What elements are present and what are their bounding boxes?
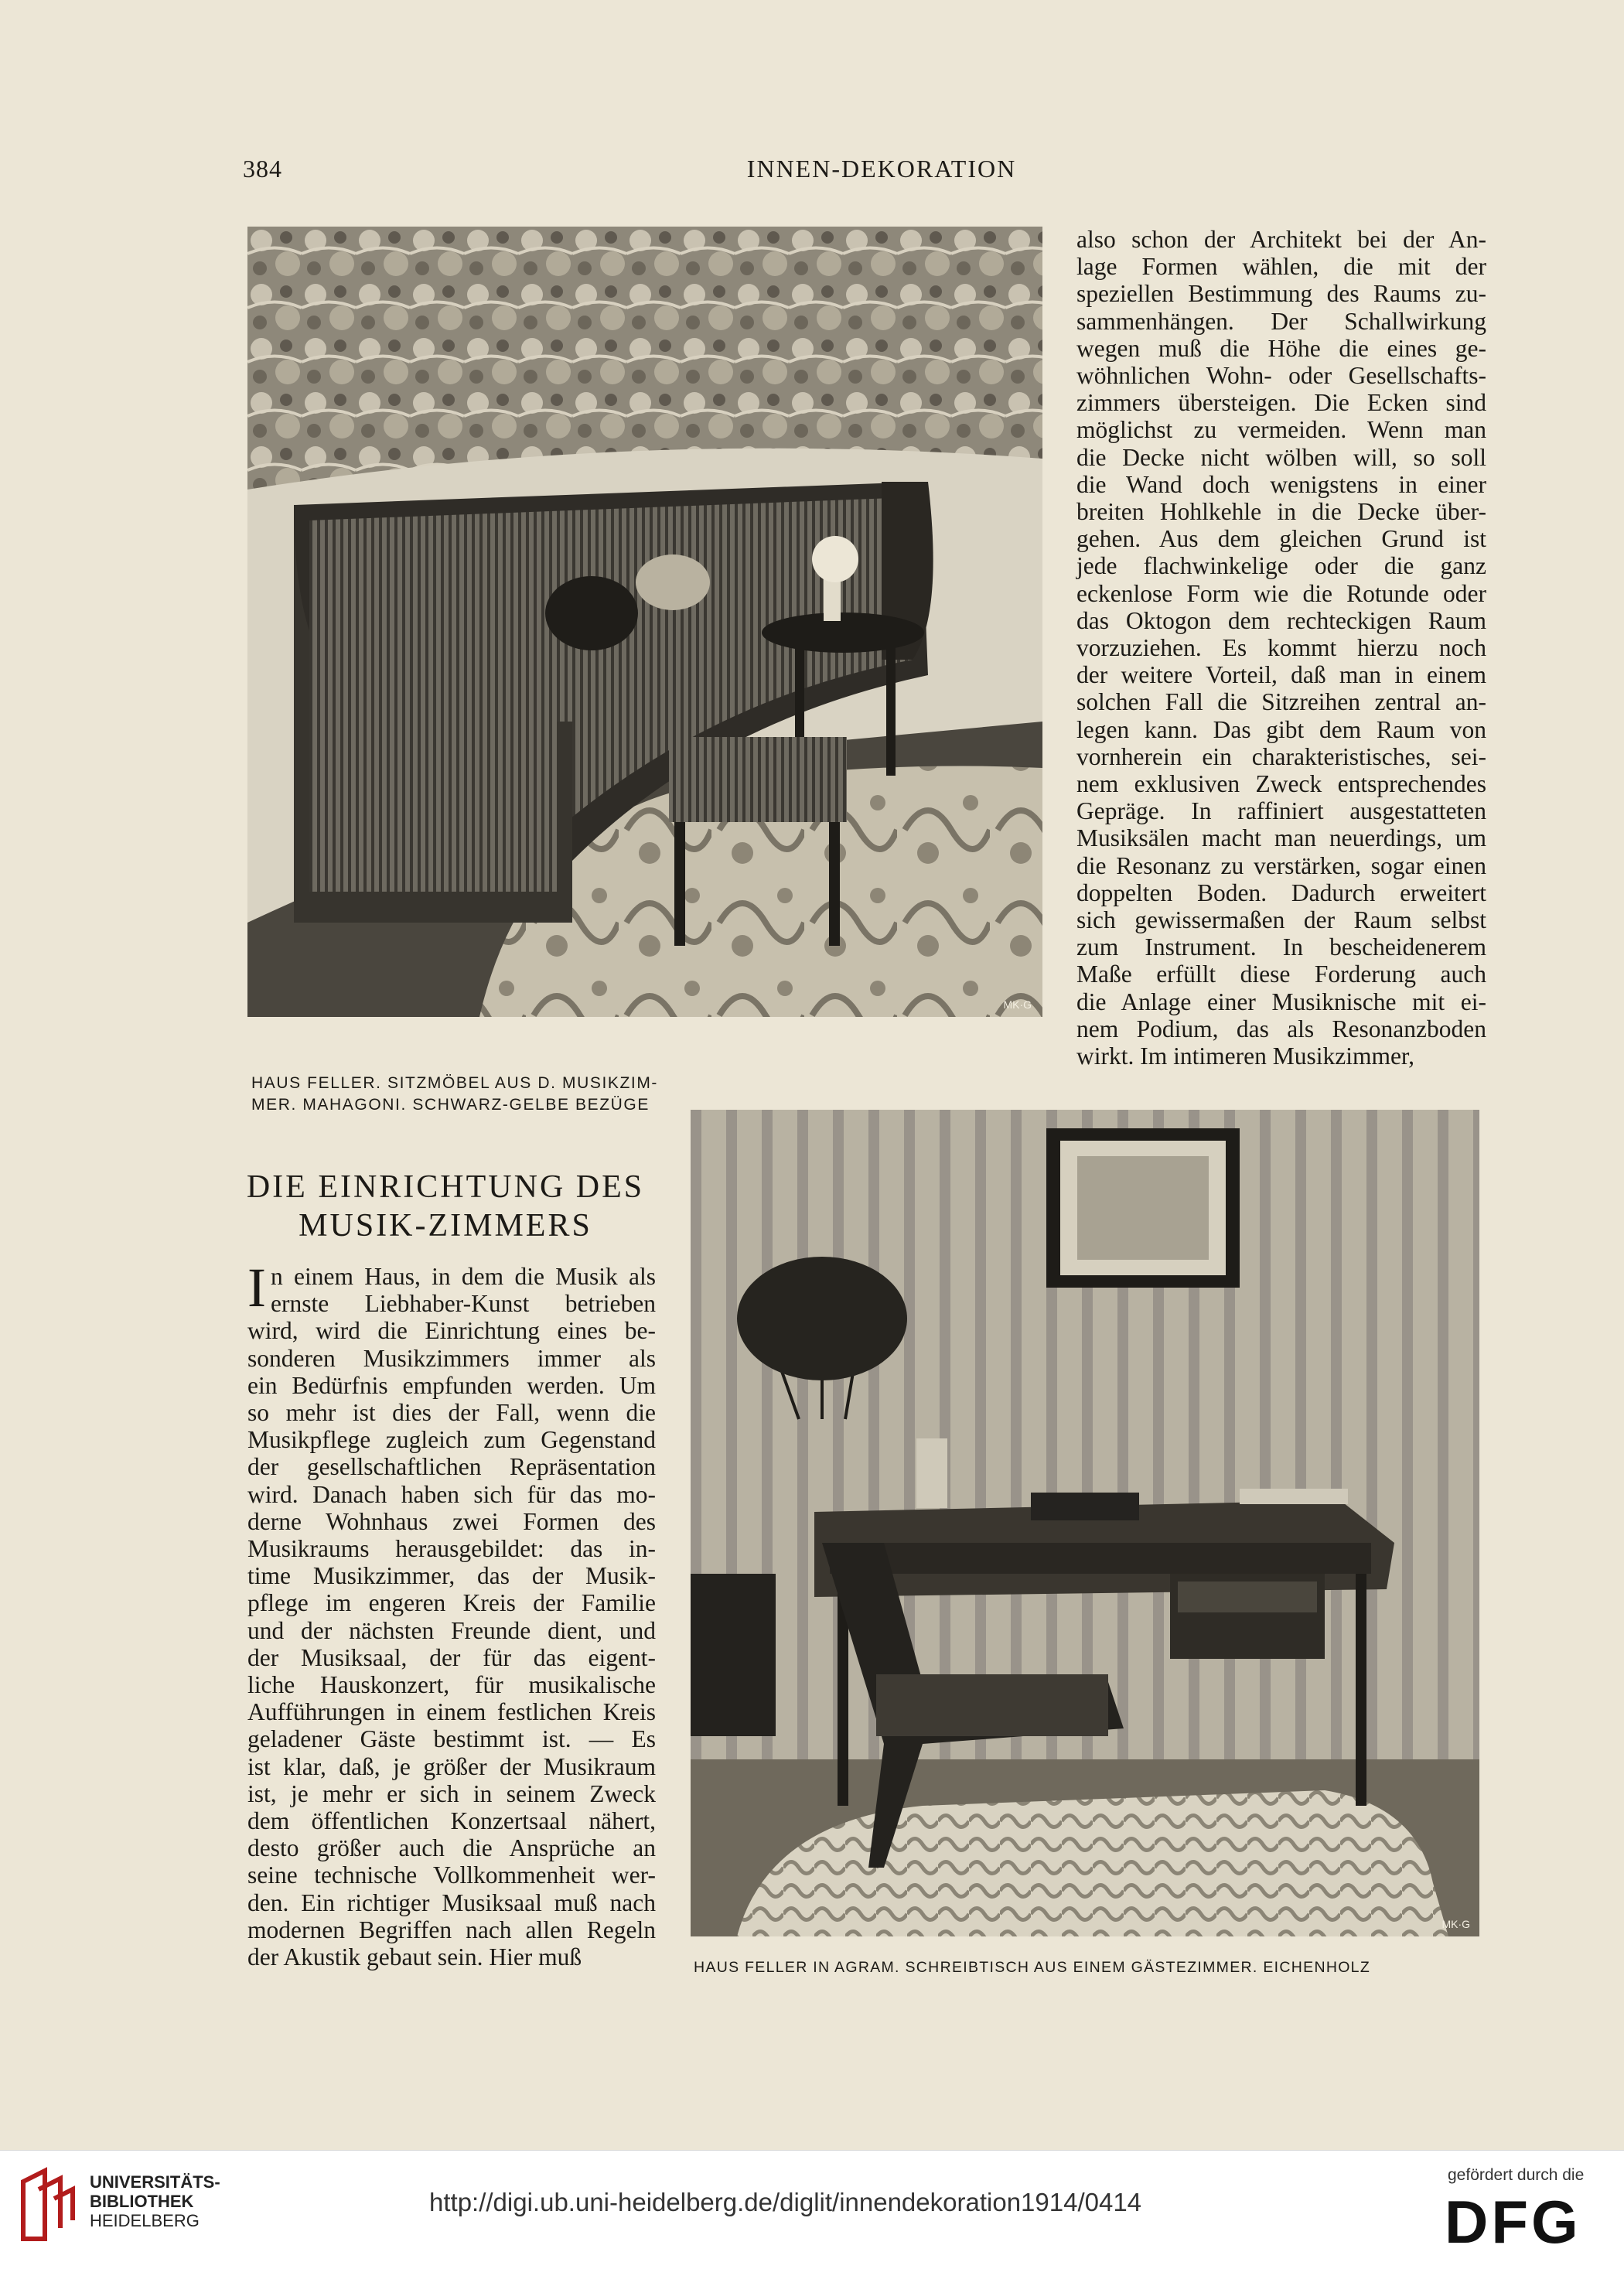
right-line: die Anlage einer Musiknische mit ei- (1076, 988, 1486, 1015)
university-library-logo-icon (17, 2166, 79, 2243)
photo-monogram: MK·G (1003, 998, 1032, 1011)
right-line: vornherein ein charakteristisches, sei- (1076, 742, 1486, 770)
permalink-url[interactable]: http://digi.ub.uni-heidelberg.de/diglit/innendekoration1914/0414 (429, 2188, 1142, 2216)
right-line: möglichst zu vermeiden. Wenn man (1076, 416, 1486, 444)
right-line: jede flachwinkelige oder die ganz (1076, 552, 1486, 580)
right-line: das Oktogon dem rechteckigen Raum (1076, 606, 1486, 634)
left-line: ist klar, daß, je größer der Musikraum (247, 1752, 656, 1780)
left-line: derne Wohnhaus zwei Formen des (247, 1507, 656, 1535)
left-line: modernen Begriffen nach allen Regeln (247, 1916, 656, 1943)
right-line: also schon der Architekt bei der An- (1076, 226, 1486, 253)
left-line: Aufführungen in einem festlichen Kreis (247, 1698, 656, 1726)
heading-line-2: MUSIK-ZIMMERS (299, 1208, 592, 1244)
right-line: gehen. Aus dem gleichen Grund ist (1076, 525, 1486, 553)
library-name-line-3: HEIDELBERG (90, 2211, 200, 2230)
sofa-illustration (247, 227, 1042, 1017)
left-line: Musikraums herausgebildet: das in- (247, 1535, 656, 1563)
right-line: Gepräge. In raffiniert ausgestatteten (1076, 797, 1486, 825)
left-line: der Akustik gebaut sein. Hier muß (247, 1943, 582, 1971)
left-line: time Musikzimmer, das der Musik- (247, 1562, 656, 1590)
left-column-text (247, 1257, 656, 1971)
library-name-line-1: UNIVERSITÄTS- (90, 2172, 220, 2192)
right-line: Musiksälen macht man neuerdings, um (1076, 824, 1486, 852)
right-line: die Decke nicht wölben will, so soll (1076, 443, 1486, 471)
page-number: 384 (243, 155, 282, 183)
right-line: die Wand doch wenigstens in einer (1076, 470, 1486, 498)
library-name-line-2: BIBLIOTHEK (90, 2192, 194, 2211)
article-heading (229, 1168, 662, 1245)
left-line: geladener Gäste bestimmt ist. — Es (247, 1725, 656, 1753)
right-line: sich gewissermaßen der Raum selbst (1076, 906, 1486, 934)
left-line: sonderen Musikzimmers immer als (247, 1344, 656, 1372)
right-line: eckenlose Form wie die Rotunde oder (1076, 579, 1486, 607)
left-line: ist, je mehr er sich in seinem Zweck (247, 1779, 656, 1807)
left-line: den. Ein richtiger Musiksaal muß nach (247, 1889, 656, 1916)
right-line: nem Podium, das als Resonanzboden (1076, 1015, 1486, 1042)
left-line: pflege im engeren Kreis der Familie (247, 1589, 656, 1617)
right-line: lage Formen wählen, die mit der (1076, 253, 1486, 281)
right-line: nem exklusiven Zweck entsprechendes (1076, 770, 1486, 798)
left-line: Musikpflege zugleich zum Gegenstand (247, 1426, 656, 1454)
right-line: solchen Fall die Sitzreihen zentral an- (1076, 688, 1486, 716)
sofa-caption-line-1: HAUS FELLER. SITZMÖBEL AUS D. MUSIKZIM- (251, 1074, 659, 1092)
right-line: breiten Hohlkehle in die Decke über- (1076, 498, 1486, 526)
right-line: wirkt. Im intimeren Musikzimmer, (1076, 1042, 1415, 1070)
sofa-caption (251, 1073, 684, 1116)
digitization-footer (0, 2150, 1624, 2269)
heading-line-1: DIE EINRICHTUNG DES (246, 1169, 645, 1205)
dfg-logo: DFG (1445, 2188, 1581, 2256)
right-line: sammenhängen. Der Schallwirkung (1076, 307, 1486, 335)
right-line: die Resonanz zu verstärken, sogar einen (1076, 851, 1486, 879)
left-line: und der nächsten Freunde dient, und (247, 1616, 656, 1644)
left-line: dem öffentlichen Konzertsaal nähert, (247, 1807, 656, 1835)
left-line: der Musiksaal, der für das eigent- (247, 1643, 656, 1671)
right-line: Maße erfüllt diese Forderung auch (1076, 960, 1486, 988)
right-line: speziellen Bestimmung des Raums zu- (1076, 280, 1486, 308)
left-line: wird. Danach haben sich für das mo- (247, 1480, 656, 1508)
left-line: seine technische Vollkommenheit wer- (247, 1861, 656, 1889)
right-line: legen kann. Das gibt dem Raum von (1076, 715, 1486, 743)
desk-illustration (691, 1110, 1479, 1936)
right-line: zimmers übersteigen. Die Ecken sind (1076, 389, 1486, 417)
desk-caption: HAUS FELLER IN AGRAM. SCHREIBTISCH AUS EINEM GÄSTEZIMMER. EICHENHOLZ (694, 1959, 1371, 1976)
funded-by-label: gefördert durch die (1448, 2166, 1585, 2184)
left-line: ernste Liebhaber-Kunst betrieben (270, 1290, 656, 1318)
right-line: vorzuziehen. Es kommt hierzu noch (1076, 634, 1486, 662)
left-line: so mehr ist dies der Fall, wenn die (247, 1399, 656, 1427)
right-line: doppelten Boden. Dadurch erweitert (1076, 879, 1486, 906)
left-line: desto größer auch die Ansprüche an (247, 1834, 656, 1862)
photo-desk (691, 1110, 1479, 1936)
left-line: liche Hauskonzert, für musikalische (247, 1671, 656, 1699)
photo-monogram: MK·G (1441, 1918, 1470, 1930)
right-line: wöhnlichen Wohn- oder Gesellschafts- (1076, 362, 1486, 390)
right-line: zum Instrument. In bescheidenerem (1076, 933, 1486, 961)
left-line: ein Bedürfnis empfunden werden. Um (247, 1371, 656, 1399)
sofa-caption-line-2: MER. MAHAGONI. SCHWARZ-GELBE BEZÜGE (251, 1096, 650, 1114)
right-column-text (1076, 226, 1486, 1070)
left-line: der gesellschaftlichen Repräsentation (247, 1453, 656, 1481)
library-name (90, 2172, 220, 2230)
left-line: wird, wird die Einrichtung eines be- (247, 1317, 656, 1345)
running-title: INNEN-DEKORATION (746, 155, 1017, 183)
right-line: der weitere Vorteil, daß man in einem (1076, 661, 1486, 689)
photo-sofa (247, 227, 1042, 1017)
right-line: wegen muß die Höhe die eines ge- (1076, 334, 1486, 362)
left-line: n einem Haus, in dem die Musik als (270, 1263, 656, 1290)
drop-cap: I (247, 1257, 266, 1319)
